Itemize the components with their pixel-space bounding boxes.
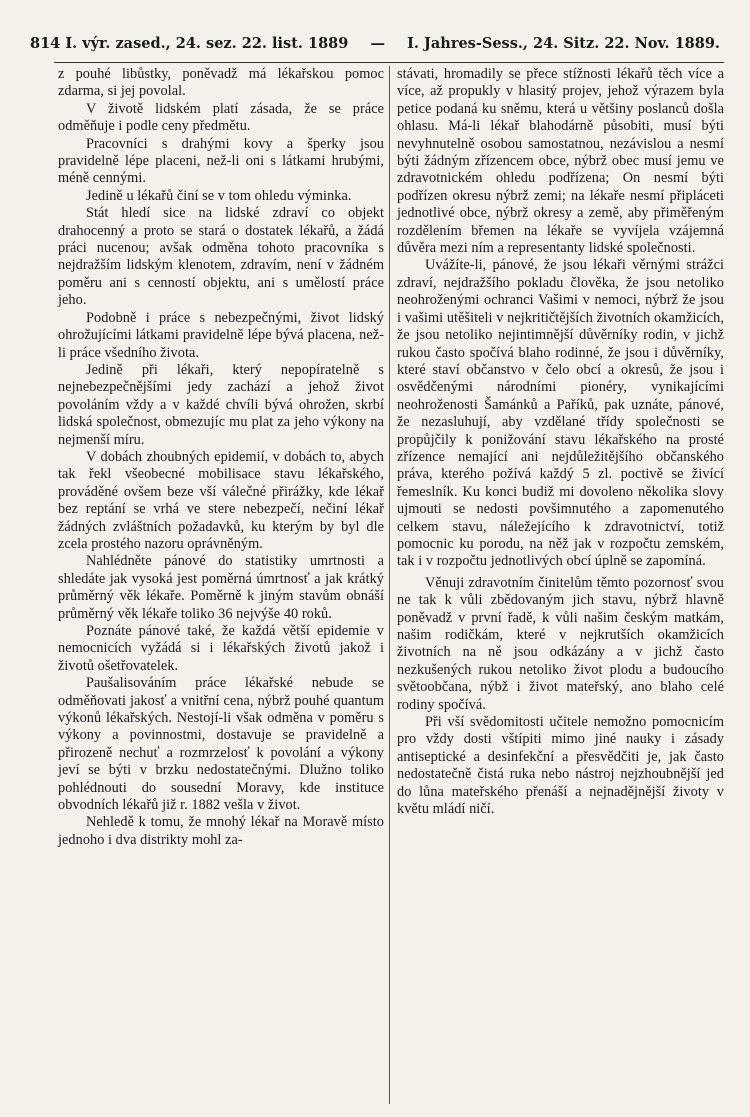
paragraph: Nehledě k tomu, že mnohý lékař na Moravě místo jednoho i dva distrikty mohl za- [58, 814, 384, 848]
header-left: 814 I. výr. zased., 24. sez. 22. list. 1889 [30, 34, 349, 52]
right-column [397, 66, 724, 818]
header-rule [54, 62, 724, 63]
header-separator: — [370, 34, 385, 52]
paragraph: Paušalisováním práce lékařské nebude se odměňovati jakosť a vnitřní cena, nýbrž pouhé quantum výkonů lékařských. Nestojí-li však odměna v poměru s výkony a povinnostmi, dostavuje se pravidelně a přirozeně nechuť a rozmrzelosť k povolání a výkony jeví se býti v brzku nedostatečnými. Dlužno toliko pohlédnouti do sousední Moravy, kde instituce obvodních lékařů již r. 1882 vešla v život. [58, 675, 384, 814]
paragraph: stávati, hromadily se přece stížnosti lékařů těch více a více, až propukly v hlasitý projev, jehož výrazem byla petice podaná ku sněmu, která u většiny poslanců došla ohlasu. Má-li lékař blahodárně působiti, musí býti nevyhnutelně osobou samostatnou, nezávislou a nesmí býti žádným zřízencem obce, nýbrž obec musí jemu ve zdravotnickém ohledu podřízena; On nesmí býti podřízen okresu nýbrž zemi; na lékaře nesmí připláceti jednotlivé obce, nýbrž okresy a země, aby přiměřeným rozdělením břemen na lékaře se vyvíjela vzájemná důvěra mezi ním a representanty lidské společnosti. [397, 66, 724, 257]
paragraph: Uvážíte-li, pánové, že jsou lékaři věrnými strážci zdraví, nejdražšího pokladu člověka, že jsou netoliko neohroženými ochranci Vašimi v nemoci, nýbrž že jsou i vašimi utěšiteli v nejkritičtějších životních okamžicích, že jsou netoliko nejintimnější důvěrníky rodin, v jichž rukou často spočívá blaho rodinné, že jsou i důvěrníky, které staví občanstvo v čelo obcí a okresů, že jsou i osvědčenými národními pionéry, vynikajícími neohroženosti Šamánků a Paříků, pak uznáte, pánové, že nezasluhují, aby vzdělané třídy společnosti se propůjčily k ponižování stavu lékařského na prosté zřízence nemající ani nejdůležitějšího občanského práva, kterého požívá každý 5 zl. poctivě se živící řemeslník. Ku konci budiž mi dovoleno několika slovy ujmouti se nedosti povšimnutého a zapomenutého celkem stavu, náležejícího k zdravotnictví, totiž pomocnic ku porodu, na něž jak v rozpočtu zemském, tak i v rozpočtu jednotlivých obcí úplně se zapomíná. [397, 257, 724, 570]
paragraph: V životě lidském platí zásada, že se práce odměňuje i podle ceny předmětu. [58, 100, 384, 135]
paragraph: Pracovníci s drahými kovy a šperky jsou pravidelně lépe placeni, než-li oni s látkami hrubými, méně cennými. [58, 135, 384, 187]
paragraph: Věnuji zdravotním činitelům těmto pozornosť svou ne tak k vůli zbědovaným jich stavu, nýbrž hlavně poněvadž v první řadě, k vůli našim českým matkám, našim rodičkám, které v nejkrutších okamžicích životních na ně jsou odkázány a v jichž často nezkušených rukou netoliko život plodu a budoucího světoobčana, nýbž i život mateřský, ano blaho celé rodiny spočívá. [397, 574, 724, 713]
paragraph: Jedině u lékařů činí se v tom ohledu výminka. [86, 187, 352, 204]
paragraph: Stát hledí sice na lidské zdraví co objekt drahocenný a proto se stará o dostatek lékařů, a žádá práci nucenou; avšak odměna tohoto pracovníka s nejdražším lidským klenotem, zdravím, není v žádném poměru ani s cenností objektu, ani s umělostí práce jeho. [58, 205, 384, 309]
left-column [58, 66, 384, 849]
header-right: I. Jahres-Sess., 24. Sitz. 22. Nov. 1889. [407, 34, 720, 52]
paragraph: Poznáte pánové také, že každá větší epidemie v nemocnicích vyžádá si i lékařských životů jakož i životů ošetřovatelek. [58, 623, 384, 674]
column-divider [389, 66, 390, 1104]
paragraph: Podobně i práce s nebezpečnými, život lidský ohrožujícími látkami pravidelně lépe bývá placena, než-li práce všedního života. [58, 309, 384, 361]
paragraph: z pouhé libůstky, poněvadž má lékařskou pomoc zdarma, si jej povolal. [58, 66, 384, 100]
paragraph: Nahlédněte pánové do statistiky umrtnosti a shledáte jak vysoká jest poměrná úmrtnosť a jak krátký průměrný věk lékaře. Poměrně k jiným stavům obnáší průměrný věk lékaře toliko 36 nejvýše 40 roků. [58, 553, 384, 622]
paragraph: V dobách zhoubných epidemií, v dobách to, abych tak řekl všeobecné mobilisace stavu lékařského, prováděné ovšem beze vší válečné přirážky, kde lékař bez reptání se vrhá ve stere nebezpečí, nečiní lékař žádných zvláštních požadavků, ku kterým by byl dle zcela prostého nazoru oprávněným. [58, 448, 384, 552]
page-header [30, 30, 720, 56]
paragraph: Při vší svědomitosti učitele nemožno pomocnicím pro vždy dosti vštípiti mimo jiné nauky i zásady antiseptické a desinfekční a přesvědčiti je, jak často nedostatečně čistá ruka nebo nástroj nejzhoubnější jed do lůna mateřského přenáší a nejnadějnější životy v květu mládí ničí. [397, 714, 724, 818]
paragraph: Jedině při lékaři, který nepopíratelně s nejnebezpečnějšími jedy zachází a jehož život povoláním vždy a v každé chvíli bývá ohrožen, skrbí lidská společnost, obmezujíc mu plat za jeho výkony na nejmenší míru. [58, 361, 384, 448]
